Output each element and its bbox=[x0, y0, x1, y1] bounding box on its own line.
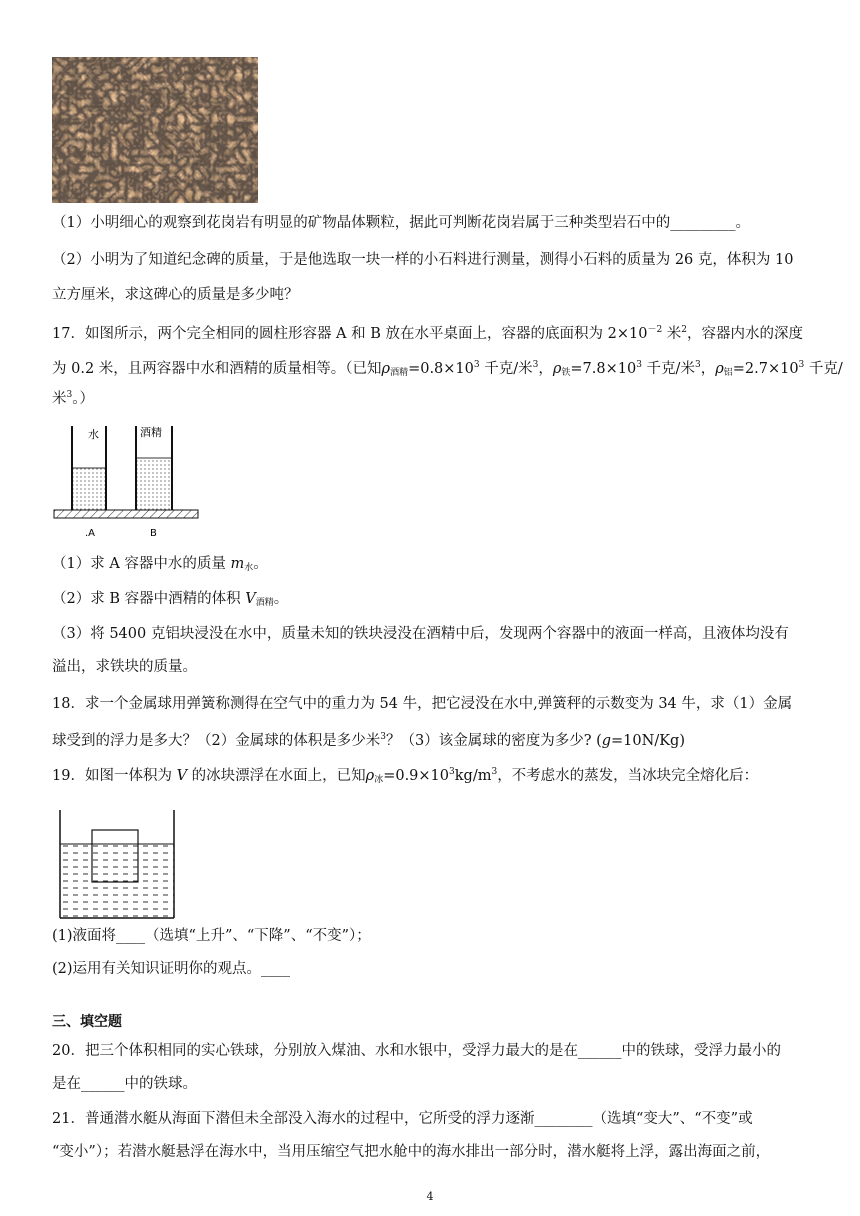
q21-line1: 21．普通潜水艇从海面下潜但未全部没入海水的过程中，它所受的浮力逐渐________（选填“变大”、“不变”或 bbox=[52, 1111, 753, 1127]
q16-part2-line2: 立方厘米，求这碑心的质量是多少吨？ bbox=[52, 287, 299, 303]
label-alcohol: 酒精 bbox=[140, 426, 162, 439]
q17-part2: （2）求 B 容器中酒精的体积 $V_{酒精}$。 bbox=[52, 591, 289, 608]
table-surface bbox=[54, 510, 198, 518]
containers-figure bbox=[52, 420, 202, 542]
q17-line1: 17．如图所示，两个完全相同的圆柱形容器 A 和 B 放在水平桌面上，容器的底面积为 $2\times 10^{-2}$ 米$^2$，容器内水的深度 bbox=[52, 325, 804, 342]
page-number: 4 bbox=[426, 1190, 434, 1203]
beaker bbox=[60, 810, 174, 918]
q17-line3: 米$^3$。） bbox=[52, 390, 94, 407]
q17-part1: （1）求 A 容器中水的质量 $m_水$。 bbox=[52, 556, 268, 573]
q18-line2: 球受到的浮力是多大？（2）金属球的体积是多少米$^3$？（3）该金属球的密度为多少? (g=10N/Kg) bbox=[52, 732, 685, 749]
label-water: 水 bbox=[88, 428, 99, 441]
q20-line1: 20．把三个体积相同的实心铁球，分别放入煤油、水和水银中，受浮力最大的是在______中的铁球，受浮力最小的 bbox=[52, 1043, 781, 1059]
q20-line2: 是在______中的铁球。 bbox=[52, 1076, 197, 1092]
q19-part2: (2)运用有关知识证明你的观点。____ bbox=[52, 961, 291, 977]
label-b: B bbox=[150, 528, 157, 539]
q17-part3-line2: 溢出，求铁块的质量。 bbox=[52, 659, 197, 675]
q16-part1: （1）小明细心的观察到花岗岩有明显的矿物晶体颗粒，据此可判断花岗岩属于三种类型岩石中的_________。 bbox=[52, 215, 750, 231]
granite-photo bbox=[52, 57, 258, 203]
section-title-fill-in: 三、填空题 bbox=[52, 1014, 122, 1030]
q21-line2: “变小”）；若潜水艇悬浮在海水中，当用压缩空气把水舱中的海水排出一部分时，潜水艇将上浮，露出海面之前， bbox=[52, 1144, 771, 1160]
q19-line1: 19．如图一体积为 V 的冰块漂浮在水面上，已知$\rho_冰=0.9\times 10^3kg/m^3$，不考虑水的蒸发，当冰块完全熔化后： bbox=[52, 767, 759, 785]
q18-line1: 18．求一个金属球用弹簧称测得在空气中的重力为 54 牛，把它浸没在水中,弹簧秤的示数变为 34 牛，求（1）金属 bbox=[52, 696, 793, 712]
q17-line2: 为 0.2 米，且两容器中水和酒精的质量相等。（已知$\rho_{酒精}=0.8\times 10^3$ 千克/米$^3$，$\rho_铁=7.8\times 10^3$ 千克/米$^3$，$\rho_铝=2.7\times 10^3$ 千克/ bbox=[52, 360, 843, 378]
ice-block-figure bbox=[52, 808, 182, 920]
q16-part2-line1: （2）小明为了知道纪念碑的质量，于是他选取一块一样的小石料进行测量，测得小石料的质量为 26 克，体积为 10 bbox=[52, 252, 794, 268]
q19-part1: (1)液面将____（选填“上升”、“下降”、“不变”）； bbox=[52, 928, 371, 944]
label-a: .A bbox=[85, 528, 96, 539]
q17-part3-line1: （3）将 5400 克铝块浸没在水中，质量未知的铁块浸没在酒精中后，发现两个容器中的液面一样高，且液体均没有 bbox=[52, 626, 789, 642]
